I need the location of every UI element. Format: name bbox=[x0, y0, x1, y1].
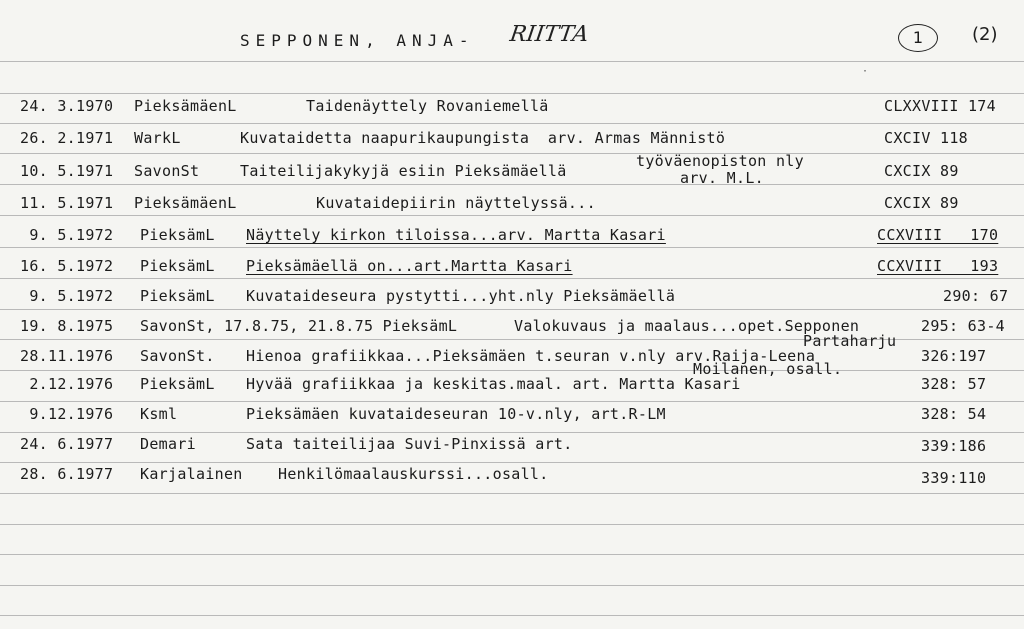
entry-source: SavonSt, 17.8.75, 21.8.75 PieksämL bbox=[140, 317, 458, 335]
entry-ref: 339:110 bbox=[921, 469, 987, 487]
entry-ref: CXCIX 89 bbox=[884, 194, 959, 212]
rule-line bbox=[0, 215, 1024, 216]
entry-ref: CXCIX 89 bbox=[884, 162, 959, 180]
entry-title: Valokuvaus ja maalaus...opet.Sepponen bbox=[514, 317, 860, 335]
entry-source: SavonSt bbox=[134, 162, 200, 180]
rule-line bbox=[0, 123, 1024, 124]
entry-title: Näyttely kirkon tiloissa...arv. Martta Kasari bbox=[246, 226, 666, 244]
entry-source: PieksämL bbox=[140, 226, 215, 244]
entry-ref: 339:186 bbox=[921, 437, 987, 455]
entry-title: Kuvataidepiirin näyttelyssä... bbox=[316, 194, 596, 212]
rule-line bbox=[0, 153, 1024, 154]
entry-title: Kuvataideseura pystytti...yht.nly Pieksämäellä bbox=[246, 287, 676, 305]
entry-note-line1: Moilanen, osall. bbox=[693, 360, 843, 378]
rule-line bbox=[0, 370, 1024, 371]
entry-date: 28. 6.1977 bbox=[20, 465, 114, 483]
entry-title: Pieksämäellä on...art.Martta Kasari bbox=[246, 257, 573, 275]
circled-number: 1 bbox=[898, 24, 938, 52]
entry-date: 24. 3.1970 bbox=[20, 97, 114, 115]
entry-date: 28.11.1976 bbox=[20, 347, 114, 365]
entry-source: PieksämäenL bbox=[134, 97, 237, 115]
entry-ref: 326:197 bbox=[921, 347, 987, 365]
rule-line bbox=[0, 615, 1024, 616]
entry-date: 2.12.1976 bbox=[20, 375, 114, 393]
entry-date: 16. 5.1972 bbox=[20, 257, 114, 275]
entry-title: Pieksämäen kuvataideseuran 10-v.nly, art.R-LM bbox=[246, 405, 666, 423]
entry-source: PieksämL bbox=[140, 257, 215, 275]
entry-source: SavonSt. bbox=[140, 347, 215, 365]
entry-title: Hyvää grafiikkaa ja keskitas.maal. art. Martta Kasari bbox=[246, 375, 741, 393]
entry-source: WarkL bbox=[134, 129, 181, 147]
rule-line bbox=[0, 309, 1024, 310]
dot-mark: · bbox=[862, 66, 869, 77]
entry-note-line2: arv. M.L. bbox=[680, 169, 764, 187]
rule-line bbox=[0, 554, 1024, 555]
rule-line bbox=[0, 432, 1024, 433]
rule-line bbox=[0, 247, 1024, 248]
entry-title: Sata taiteilijaa Suvi-Pinxissä art. bbox=[246, 435, 573, 453]
entry-title: Kuvataidetta naapurikaupungista arv. Armas Männistö bbox=[240, 129, 726, 147]
entry-date: 10. 5.1971 bbox=[20, 162, 114, 180]
entry-title: Henkilömaalauskurssi...osall. bbox=[278, 465, 549, 483]
entry-title: Taiteilijakykyjä esiin Pieksämäellä bbox=[240, 162, 567, 180]
rule-line bbox=[0, 278, 1024, 279]
entry-source: Ksml bbox=[140, 405, 178, 423]
entry-date: 24. 6.1977 bbox=[20, 435, 114, 453]
rule-line bbox=[0, 184, 1024, 185]
entry-ref: CCXVIII 170 bbox=[877, 226, 999, 244]
entry-ref: 295: 63-4 bbox=[921, 317, 1005, 335]
entry-date: 19. 8.1975 bbox=[20, 317, 114, 335]
rule-line bbox=[0, 61, 1024, 62]
paren-number: (2) bbox=[972, 24, 998, 45]
entry-source: Demari bbox=[140, 435, 196, 453]
entry-date: 26. 2.1971 bbox=[20, 129, 114, 147]
entry-title: Hienoa grafiikkaa...Pieksämäen t.seuran v.nly arv.Raija-Leena bbox=[246, 347, 816, 365]
card-name-typed: SEPPONEN, ANJA- bbox=[240, 31, 475, 50]
entry-note-line1: työväenopiston nly bbox=[636, 152, 804, 170]
card-name-handwritten: RIITTA bbox=[508, 22, 591, 47]
entry-date: 9. 5.1972 bbox=[20, 226, 114, 244]
rule-line bbox=[0, 524, 1024, 525]
entry-source: PieksämäenL bbox=[134, 194, 237, 212]
entry-source: Karjalainen bbox=[140, 465, 243, 483]
entry-date: 11. 5.1971 bbox=[20, 194, 114, 212]
entry-ref: CLXXVIII 174 bbox=[884, 97, 996, 115]
entry-note-line1: Partaharju bbox=[803, 332, 897, 350]
rule-line bbox=[0, 585, 1024, 586]
rule-line bbox=[0, 401, 1024, 402]
entry-ref: CCXVIII 193 bbox=[877, 257, 999, 275]
entry-ref: 328: 57 bbox=[921, 375, 987, 393]
entry-title: Taidenäyttely Rovaniemellä bbox=[306, 97, 549, 115]
entry-source: PieksämL bbox=[140, 287, 215, 305]
rule-line bbox=[0, 462, 1024, 463]
rule-line bbox=[0, 93, 1024, 94]
entry-source: PieksämL bbox=[140, 375, 215, 393]
entry-date: 9. 5.1972 bbox=[20, 287, 114, 305]
entry-ref: 290: 67 bbox=[943, 287, 1009, 305]
rule-line bbox=[0, 493, 1024, 494]
entry-ref: 328: 54 bbox=[921, 405, 987, 423]
entry-date: 9.12.1976 bbox=[20, 405, 114, 423]
entry-ref: CXCIV 118 bbox=[884, 129, 968, 147]
